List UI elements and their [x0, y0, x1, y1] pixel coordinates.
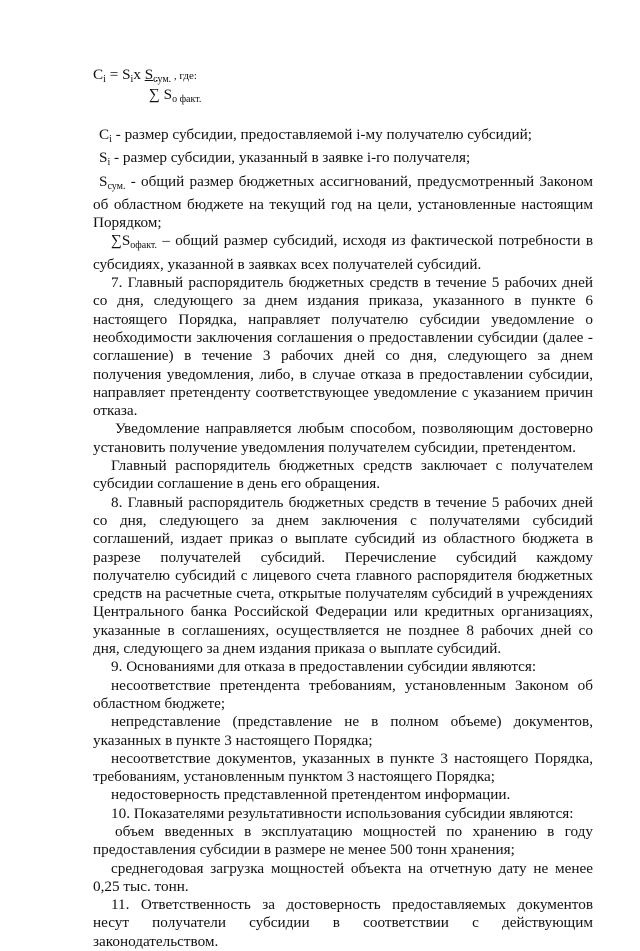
def-ci-symbol: C	[99, 126, 110, 143]
paragraph-10-item-1: объем введенных в эксплуатацию мощностей по хранению в году предоставления субсидии в размере не менее 500 тонн хранения;	[93, 822, 593, 859]
paragraph-9-item-4: недостоверность представленной претендентом информации.	[111, 786, 511, 804]
def-sfact-text: – общий размер субсидий, исходя из фактической потребности в субсидиях, указанной в заявках всех получателей субсидий.	[93, 232, 593, 273]
formula-where: , где:	[171, 70, 197, 82]
paragraph-9-item-2: непредставление (представление не в полном объеме) документов, указанных в пункте 3 настоящего Порядка;	[93, 713, 593, 749]
def-si-text: - размер субсидии, указанный в заявке i-го получателя;	[110, 149, 471, 167]
paragraph-10-item-2: среднегодовая загрузка мощностей объекта на отчетную дату не менее 0,25 тыс. тонн.	[93, 859, 593, 895]
paragraph-10: 10. Показателями результативности использования субсидии являются:	[111, 804, 574, 822]
def-ci-sub: i	[109, 134, 112, 145]
subsidy-formula	[93, 66, 593, 110]
formula-numerator	[145, 66, 171, 83]
paragraph-9: 9. Основаниями для отказа в предоставлении субсидии являются:	[111, 658, 537, 676]
def-ssum-text: - общий размер бюджетных ассигнований, предусмотренный Законом об областном бюджете на текущий год на цели, установленные настоящим Порядком;	[93, 172, 593, 232]
formula-s-sub: i	[130, 74, 134, 85]
formula-num-symbol: S	[144, 66, 154, 83]
def-sfact	[93, 232, 593, 274]
document-page	[93, 66, 593, 951]
def-ssum-sub: сум.	[107, 180, 126, 192]
paragraph-7-agreement: Главный распорядитель бюджетных средств заключает с получателем субсидии соглашение в день его обращения.	[93, 457, 593, 493]
formula-eq: = S	[105, 66, 131, 83]
def-ci	[93, 126, 593, 149]
def-sfact-sub: офакт.	[130, 240, 158, 252]
paragraph-7: 7. Главный распорядитель бюджетных средств в течение 5 рабочих дней со дня, следующего за днем издания приказа, указанного в пункте 6 настоящего Порядка, направляет получателю субсидии уведомление о необходимости заключения соглашения о предоставлении субсидии (далее - соглашение) в течение 3 рабочих дней со дня, следующего за днем получения уведомления, либо, в случае отказа в предоставлении субсидии, направляет претенденту соответствующее уведомление с указанием причин отказа.	[93, 274, 593, 420]
formula-num-sub: сум.	[153, 74, 172, 85]
def-ssum	[93, 173, 593, 233]
def-si-sub: i	[107, 157, 111, 169]
paragraph-11: 11. Ответственность за достоверность предоставляемых документов несут получатели субсидии в соответствии с действующим законодательством.	[93, 896, 593, 950]
paragraph-7-notice: Уведомление направляется любым способом, позволяющим достоверно установить получение уведомления получателем субсидии, претендентом.	[93, 420, 593, 456]
def-sfact-symbol: ∑S	[111, 232, 131, 250]
paragraph-9-item-3: несоответствие документов, указанных в пункте 3 настоящего Порядка, требованиям, установленным пунктом 3 настоящего Порядка;	[93, 749, 593, 786]
formula-lhs-sub: i	[103, 74, 106, 85]
formula-den-sub: о факт.	[172, 94, 202, 105]
def-si	[93, 149, 593, 172]
def-ssum-symbol: S	[99, 172, 108, 190]
def-ci-text: - размер субсидии, предоставляемой i-му получателю субсидий;	[111, 126, 533, 143]
formula-denominator: ∑ S	[149, 86, 173, 103]
formula-times: x	[133, 66, 145, 83]
formula-line-2	[149, 86, 201, 109]
paragraph-9-item-1: несоответствие претендента требованиям, установленным Законом об областном бюджете;	[93, 676, 593, 712]
paragraph-8: 8. Главный распорядитель бюджетных средств в течение 5 рабочих дней со дня, следующего за днем заключения с получателями субсидий соглашений, издает приказ о выплате субсидий из областного бюджета в разрезе получателей субсидий. Перечисление субсидий каждому получателю субсидий с лицевого счета главного распорядителя бюджетных средств на расчетные счета, открытые получателям субсидий в учреждениях Центрального банка Российской Федерации или кредитных организациях, указанные в соглашениях, осуществляется не позднее 8 рабочих дней со дня, следующего за днем издания приказа о выплате субсидий.	[93, 493, 593, 658]
formula-lhs: C	[93, 66, 104, 83]
def-si-symbol: S	[99, 149, 108, 167]
